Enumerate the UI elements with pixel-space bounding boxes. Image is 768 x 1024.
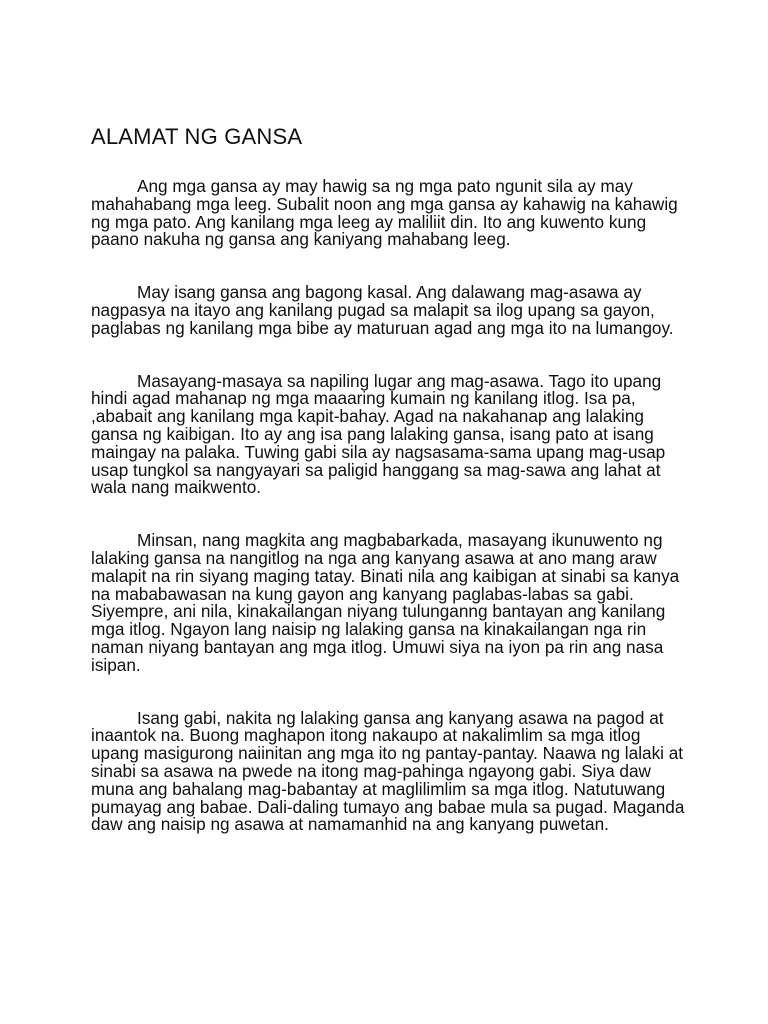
document-body	[91, 178, 691, 869]
paragraph: Ang mga gansa ay may hawig sa ng mga pato ngunit sila ay may mahahabang mga leeg. Subalit noon ang mga gansa ay kahawig na kahawig ng mga pato. Ang kanilang mga leeg ay maliliit din. Ito ang kuwento kung paano nakuha ng gansa ang kaniyang mahabang leeg.	[91, 176, 678, 250]
page-title: ALAMAT NG GANSA	[91, 124, 303, 149]
paragraph: May isang gansa ang bagong kasal. Ang dalawang mag-asawa ay nagpasya na itayo ang kanilang pugad sa malapit sa ilog upang sa gayon, paglabas ng kanilang mga bibe ay maturuan agad ang mga ito na lumangoy.	[91, 282, 674, 338]
paragraph: Masayang-masaya sa napiling lugar ang mag-asawa. Tago ito upang hindi agad mahanap ng mga maaaring kumain ng kanilang itlog. Isa pa, ,ababait ang kanilang mga kapit-bahay. Agad na nakahanap ang lalaking gansa ng kaibigan. Ito ay ang isa pang lalaking gansa, isang pato at isang maingay na palaka. Tuwing gabi sila ay nagsasama-sama upang mag-usap usap tungkol sa nangyayari sa paligid hanggang sa mag-sawa ang lahat at wala nang maikwento.	[91, 370, 666, 498]
paragraph: Minsan, nang magkita ang magbabarkada, masayang ikunuwento ng lalaking gansa na nangitlog na nga ang kanyang asawa at ano mang araw malapit na rin siyang maging tatay. Binati nila ang kaibigan at sinabi sa kanya na mababawasan na kung gayon ang kanyang paglabas-labas sa gabi. Siyempre, ani nila, kinakailangan niyang tulunganng bantayan ang kanilang mga itlog. Ngayon lang naisip ng lalaking gansa na kinakailangan nga rin naman niyang bantayan ang mga itlog. Umuwi siya na iyon pa rin ang nasa isipan.	[91, 530, 680, 675]
paragraph: Isang gabi, nakita ng lalaking gansa ang kanyang asawa na pagod at inaantok na. Buong maghapon itong nakaupo at nakalimlim sa mga itlog upang masigurong naiinitan ang mga ito ng pantay-pantay. Naawa ng lalaki at sinabi sa asawa na pwede na itong mag-pahinga ngayong gabi. Siya daw muna ang bahalang mag-babantay at maglilimlim sa mga itlog. Natutuwang pumayag ang babae. Dali-daling tumayo ang babae mula sa pugad. Maganda daw ang naisip ng asawa at namamanhid na ang kanyang puwetan.	[91, 707, 685, 835]
